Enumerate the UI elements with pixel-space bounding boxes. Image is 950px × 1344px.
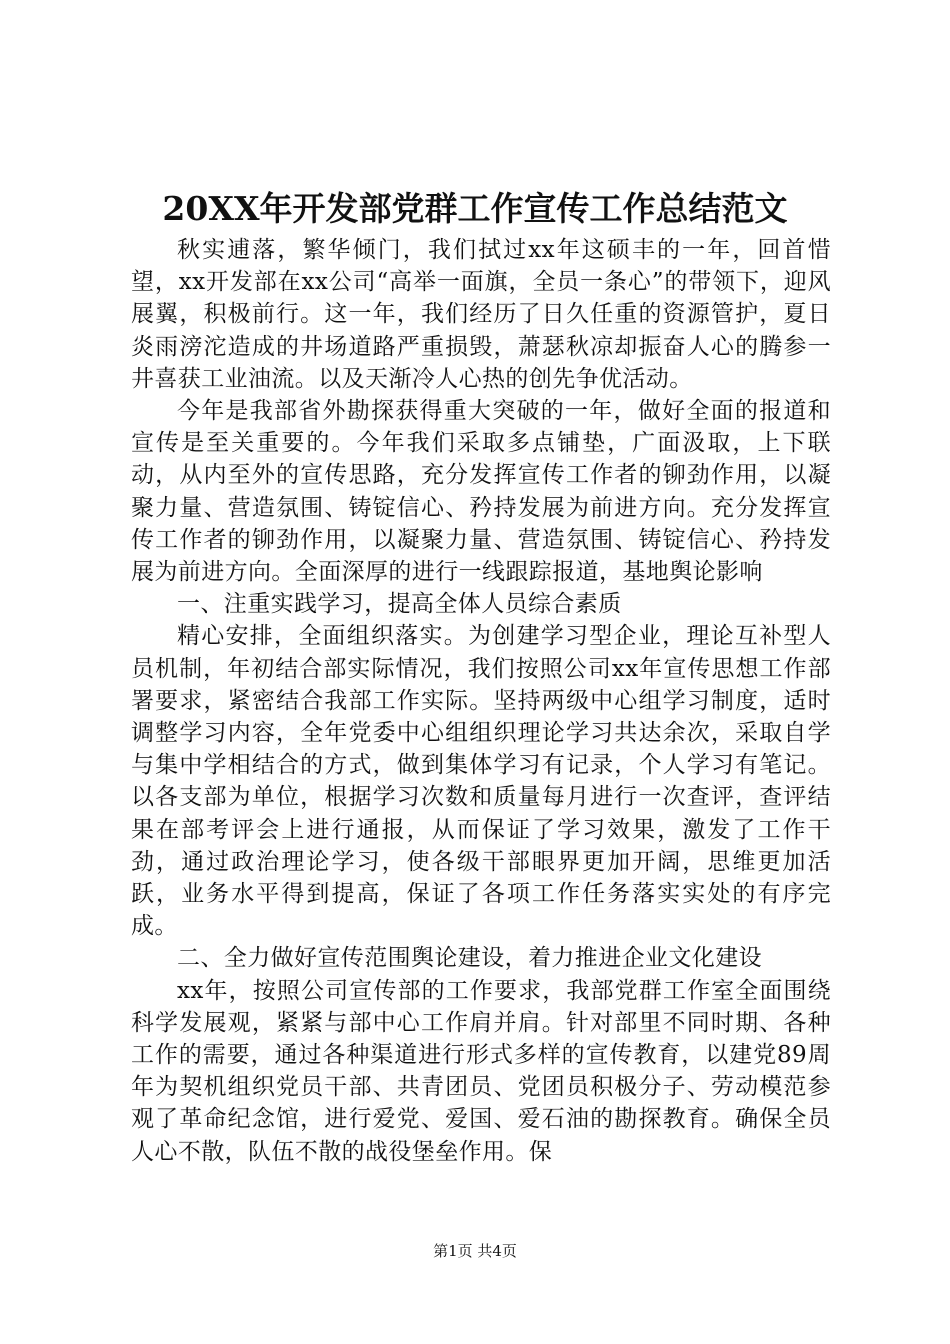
document-body	[131, 234, 831, 1168]
paragraph-study: 精心安排，全面组织落实。为创建学习型企业，理论互补型人员机制，年初结合部实际情况，我们按照公司xx年宣传思想工作部署要求，紧密结合我部工作实际。坚持两级中心组学习制度，适时调整学习内容，全年党委中心组组织理论学习共达余次，采取自学与集中学相结合的方式，做到集体学习有记录，个人学习有笔记。以各支部为单位，根据学习次数和质量每月进行一次查评，查评结果在部考评会上进行通报，从而保证了学习效果，激发了工作干劲，通过政治理论学习，使各级干部眼界更加开阔，思维更加活跃，业务水平得到提高，保证了各项工作任务落实实处的有序完成。	[131, 623, 831, 940]
paragraph-culture: xx年，按照公司宣传部的工作要求，我部党群工作室全面围绕科学发展观，紧紧与部中心工作肩并肩。针对部里不同时期、各种工作的需要，通过各种渠道进行形式多样的宣传教育，以建党89周年为契机组织党员干部、共青团员、党团员积极分子、劳动模范参观了革命纪念馆，进行爱党、爱国、爱石油的勘探教育。确保全员人心不散，队伍不散的战役堡垒作用。保	[131, 977, 831, 1165]
document-title: 20XX年开发部党群工作宣传工作总结范文	[162, 189, 788, 228]
section-heading-2: 二、全力做好宣传范围舆论建设，着力推进企业文化建设	[177, 945, 762, 972]
section-heading-1: 一、注重实践学习，提高全体人员综合素质	[177, 591, 622, 618]
paragraph-intro: 秋实逋落，繁华倾门，我们拭过xx年这硕丰的一年，回首惜望，xx开发部在xx公司“高举一面旗，全员一条心”的带领下，迎风展翼，积极前行。这一年，我们经历了日久任重的资源管护，夏日炎雨滂沱造成的井场道路严重损毁，萧瑟秋凉却振奋人心的腾参一井喜获工业油流。以及天渐冷人心热的创先争优活动。	[131, 237, 831, 392]
paragraph-publicity: 今年是我部省外勘探获得重大突破的一年，做好全面的报道和宣传是至关重要的。今年我们采取多点铺垫，广面汲取，上下联动，从内至外的宣传思路，充分发挥宣传工作者的铆劲作用，以凝聚力量、营造氛围、铸锭信心、矜持发展为前进方向。充分发挥宣传工作者的铆劲作用，以凝聚力量、营造氛围、铸锭信心、矜持发展为前进方向。全面深厚的进行一线跟踪报道，基地舆论影响	[131, 398, 831, 586]
page-number-footer: 第1页 共4页	[433, 1242, 517, 1260]
